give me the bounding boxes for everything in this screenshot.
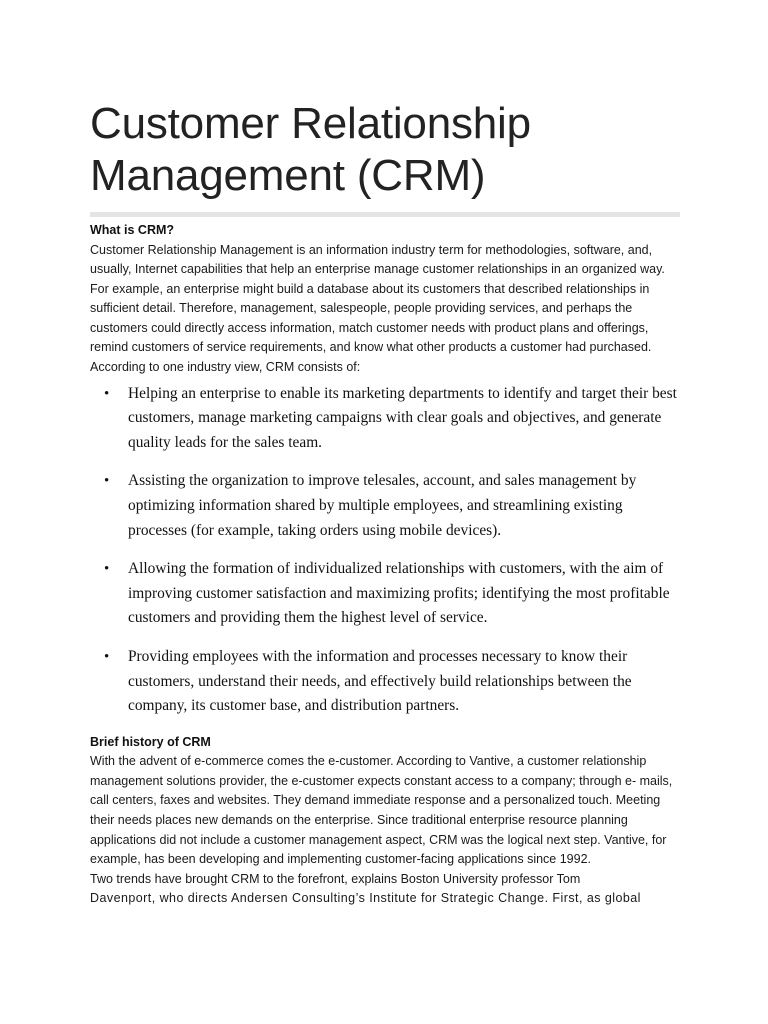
bullet-icon: • [104,385,110,402]
bullet-text: Providing employees with the information and processes necessary to know their customers, understand their needs, and effectively build relationships between the company, its customer base, and distribution partners. [128,648,632,715]
bullet-text: Helping an enterprise to enable its marketing departments to identify and target their best customers, manage marketing campaigns with clear goals and objectives, and generate quality leads for the sales team. [128,384,677,451]
page-title: Customer Relationship Management (CRM) [90,99,531,200]
section-paragraph-trends [90,870,682,909]
bullet-item [90,469,682,543]
section-paragraph-history: With the advent of e-commerce comes the e-customer. According to Vantive, a customer relationship management solutions provider, the e-customer expects constant access to a company; through e- mails, call centers, faxes and websites. They demand immediate response and a personalized touch. Meeting their needs places new demands on the enterprise. Since traditional enterprise resource planning applications did not include a customer management aspect, CRM was the logical next step. Vantive, for example, has been developing and implementing customer-facing applications since 1992. [90,754,673,867]
section-heading-what-is-crm: What is CRM? [90,223,175,237]
section-heading-history: Brief history of CRM [90,734,211,749]
section-paragraph-what-is-crm: Customer Relationship Management is an information industry term for methodologies, software, and, usually, Internet capabilities that help an enterprise manage customer relationships in an organized way. For example, an enterprise might build a database about its customers that described relationships in sufficient detail. Therefore, management, salespeople, people providing services, and perhaps the customers could directly access information, match customer needs with product plans and offerings, remind customers of service requirements, and know what other products a customer had purchased. According to one industry view, CRM consists of: [90,242,665,375]
trends-line-2: Davenport, who directs Andersen Consulting’s Institute for Strategic Change. First, as global [90,891,641,906]
bullet-text: Assisting the organization to improve telesales, account, and sales management by optimizing information shared by multiple employees, and streamlining existing processes (for example, taking orders using mobile devices). [128,472,637,539]
bullet-item [90,382,682,456]
bullet-icon: • [104,473,110,490]
crm-bullet-list [90,382,682,719]
title-divider [90,212,680,217]
bullet-item [90,557,682,631]
bullet-icon: • [104,649,110,665]
trends-line-1: Two trends have brought CRM to the forefront, explains Boston University professor Tom [90,871,581,886]
bullet-text: Allowing the formation of individualized relationships with customers, with the aim of improving customer satisfaction and maximizing profits; identifying the most profitable customers and providing them the highest level of service. [128,560,670,627]
bullet-item [90,645,682,719]
bullet-icon: • [104,561,110,578]
document-page [90,0,682,909]
